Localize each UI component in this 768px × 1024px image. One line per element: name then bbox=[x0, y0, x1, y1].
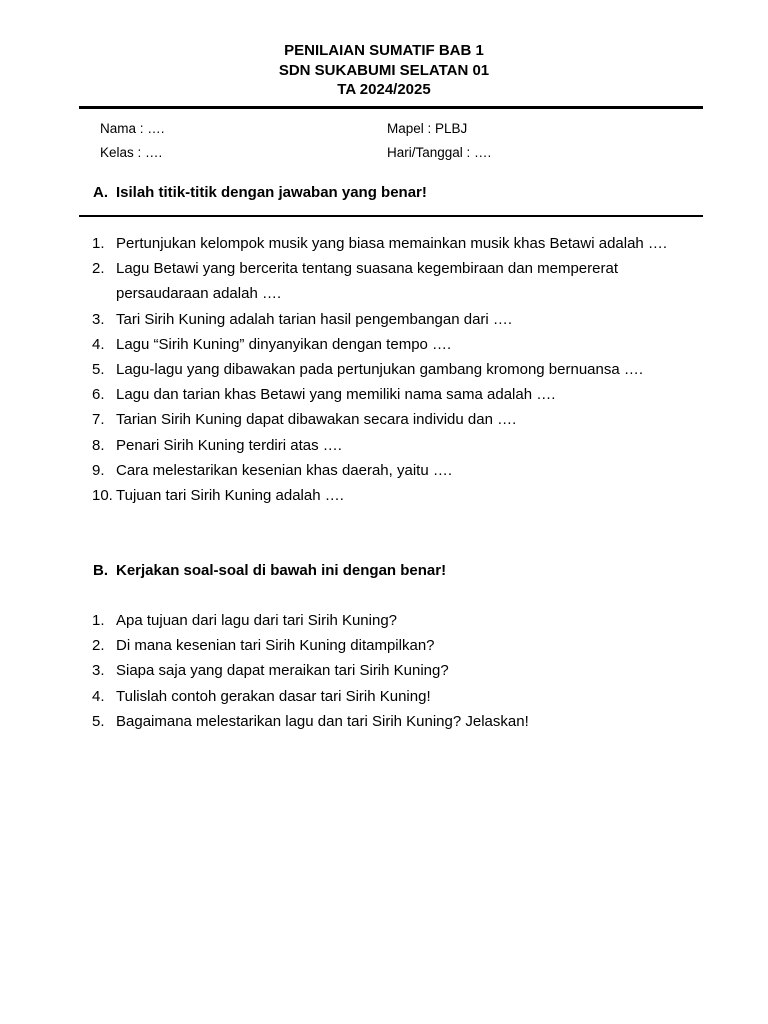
section-a-title: Isilah titik-titik dengan jawaban yang benar! bbox=[116, 184, 427, 201]
question-number: 4. bbox=[92, 335, 105, 353]
question-item bbox=[92, 658, 672, 683]
question-text: Tari Sirih Kuning adalah tarian hasil pengembangan dari …. bbox=[116, 310, 513, 328]
question-item bbox=[92, 483, 672, 508]
question-item bbox=[92, 407, 672, 432]
section-b-letter: B. bbox=[93, 562, 108, 579]
header-title: PENILAIAN SUMATIF BAB 1 bbox=[284, 42, 484, 59]
section-b-title: Kerjakan soal-soal di bawah ini dengan benar! bbox=[116, 562, 447, 579]
section-a-divider bbox=[79, 215, 703, 217]
question-text: Lagu “Sirih Kuning” dinyanyikan dengan tempo …. bbox=[116, 335, 452, 353]
question-number: 9. bbox=[92, 461, 105, 479]
kelas-field: Kelas : …. bbox=[100, 145, 163, 160]
question-item bbox=[92, 382, 672, 407]
section-b-questions bbox=[92, 608, 672, 734]
header-school: SDN SUKABUMI SELATAN 01 bbox=[278, 61, 490, 79]
document-header bbox=[0, 41, 768, 100]
question-text: Tujuan tari Sirih Kuning adalah …. bbox=[116, 487, 344, 505]
question-text: Tarian Sirih Kuning dapat dibawakan secara individu dan …. bbox=[116, 411, 517, 429]
subject-info bbox=[387, 117, 491, 165]
section-b-heading bbox=[93, 561, 446, 581]
header-year: TA 2024/2025 bbox=[337, 81, 431, 98]
question-text: Lagu Betawi yang bercerita tentang suasana kegembiraan dan mempererat persaudaraan adalah …. bbox=[116, 260, 618, 303]
question-number: 2. bbox=[92, 637, 105, 655]
question-item bbox=[92, 307, 672, 332]
question-item bbox=[92, 709, 672, 734]
question-item bbox=[92, 608, 672, 633]
question-number: 5. bbox=[92, 712, 105, 730]
question-text: Bagaimana melestarikan lagu dan tari Sirih Kuning? Jelaskan! bbox=[116, 712, 529, 730]
student-info bbox=[100, 117, 165, 165]
question-number: 6. bbox=[92, 386, 105, 404]
question-number: 1. bbox=[92, 235, 105, 252]
question-number: 10. bbox=[92, 487, 113, 505]
question-number: 3. bbox=[92, 310, 105, 328]
question-item bbox=[92, 357, 672, 382]
question-item bbox=[92, 433, 672, 458]
question-text: Di mana kesenian tari Sirih Kuning ditampilkan? bbox=[116, 637, 435, 655]
hari-tanggal-field: Hari/Tanggal : …. bbox=[387, 145, 492, 160]
question-text: Pertunjukan kelompok musik yang biasa memainkan musik khas Betawi adalah …. bbox=[116, 235, 668, 252]
question-text: Lagu-lagu yang dibawakan pada pertunjukan gambang kromong bernuansa …. bbox=[116, 361, 644, 379]
mapel-field: Mapel : PLBJ bbox=[387, 121, 468, 136]
header-divider bbox=[79, 106, 703, 109]
question-number: 2. bbox=[92, 260, 105, 278]
question-number: 4. bbox=[92, 687, 105, 705]
question-number: 3. bbox=[92, 662, 105, 680]
question-item bbox=[92, 684, 672, 709]
question-number: 5. bbox=[92, 361, 105, 379]
question-text: Cara melestarikan kesenian khas daerah, yaitu …. bbox=[116, 461, 453, 479]
question-number: 7. bbox=[92, 411, 105, 429]
question-number: 1. bbox=[92, 612, 105, 629]
section-a-questions bbox=[92, 231, 672, 508]
question-item bbox=[92, 633, 672, 658]
section-a-heading bbox=[93, 183, 427, 203]
question-text: Penari Sirih Kuning terdiri atas …. bbox=[116, 436, 342, 454]
question-item bbox=[92, 231, 672, 256]
question-text: Siapa saja yang dapat meraikan tari Sirih Kuning? bbox=[116, 662, 449, 680]
nama-field: Nama : …. bbox=[100, 121, 165, 136]
question-text: Tulislah contoh gerakan dasar tari Sirih Kuning! bbox=[116, 687, 431, 705]
question-item bbox=[92, 332, 672, 357]
question-number: 8. bbox=[92, 436, 105, 454]
question-text: Apa tujuan dari lagu dari tari Sirih Kuning? bbox=[116, 612, 398, 629]
section-a-letter: A. bbox=[93, 184, 108, 201]
question-text: Lagu dan tarian khas Betawi yang memiliki nama sama adalah …. bbox=[116, 386, 556, 404]
question-item bbox=[92, 256, 672, 306]
question-item bbox=[92, 458, 672, 483]
